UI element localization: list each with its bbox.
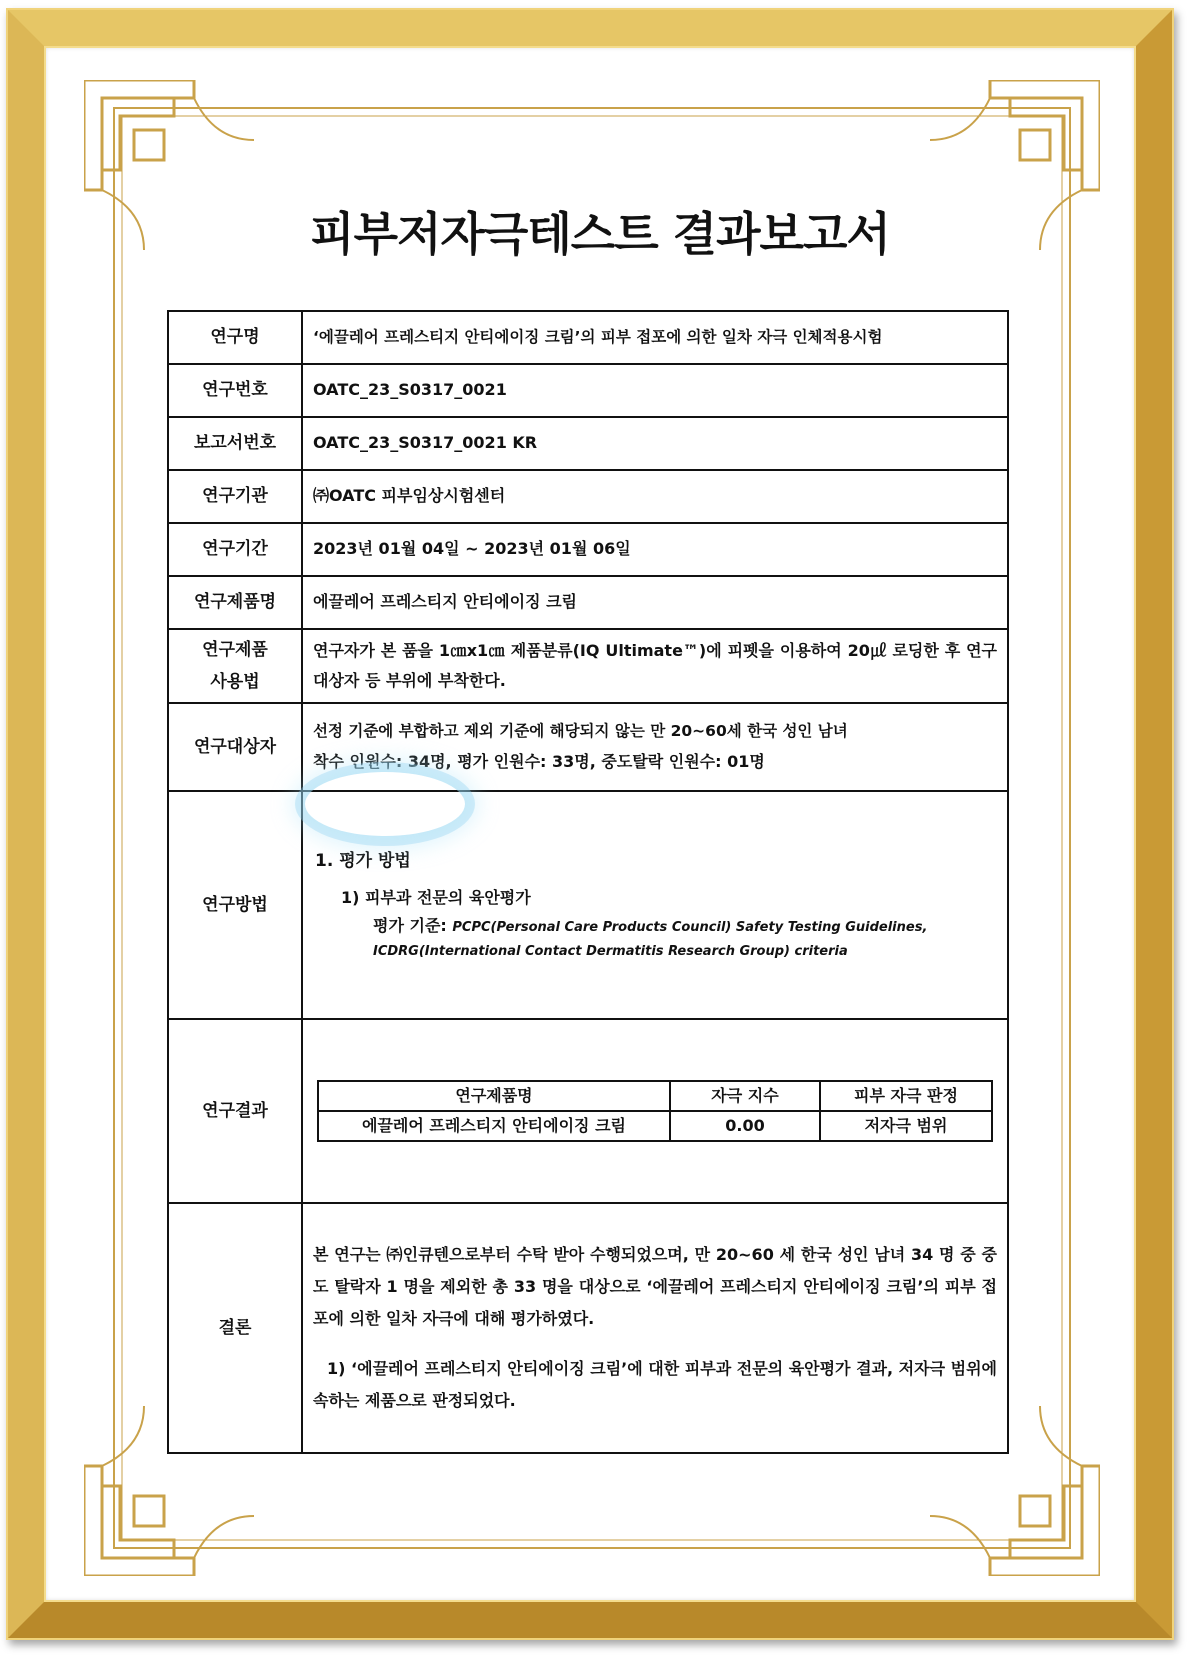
value-institution: ㈜OATC 피부임상시험센터 (302, 470, 1008, 523)
row-study-no (168, 364, 1008, 417)
row-subjects (168, 703, 1008, 791)
method-subheading: 1) 피부과 전문의 육안평가 (341, 887, 531, 907)
value-study-name: ‘에끌레어 프레스티지 안티에이징 크림’의 피부 접포에 의한 일차 자극 인체적용시험 (302, 311, 1008, 364)
subjects-criteria: 선정 기준에 부합하고 제외 기준에 해당되지 않는 만 20~60세 한국 성인 남녀 (313, 722, 848, 741)
row-method (168, 791, 1008, 1019)
result-header-row (318, 1081, 992, 1111)
method-heading: 1. 평가 방법 (315, 850, 411, 871)
row-report-no (168, 417, 1008, 470)
label-study-no: 연구번호 (168, 364, 302, 417)
value-subjects (302, 703, 1008, 791)
label-report-no: 보고서번호 (168, 417, 302, 470)
label-institution: 연구기관 (168, 470, 302, 523)
label-usage (168, 629, 302, 703)
value-method (302, 791, 1008, 1019)
label-conclusion: 결론 (168, 1203, 302, 1453)
label-result: 연구결과 (168, 1019, 302, 1203)
result-table (317, 1080, 993, 1142)
result-header-index: 자극 지수 (670, 1081, 820, 1111)
method-criteria (373, 914, 997, 962)
row-institution (168, 470, 1008, 523)
label-study-name: 연구명 (168, 311, 302, 364)
result-cell-product: 에끌레어 프레스티지 안티에이징 크림 (318, 1111, 670, 1141)
row-result (168, 1019, 1008, 1203)
row-study-name (168, 311, 1008, 364)
result-header-judgement: 피부 자극 판정 (820, 1081, 992, 1111)
label-usage-line-1: 연구제품 (202, 639, 268, 660)
label-subjects: 연구대상자 (168, 703, 302, 791)
result-cell-judgement: 저자극 범위 (820, 1111, 992, 1141)
label-product-name: 연구제품명 (168, 576, 302, 629)
label-period: 연구기간 (168, 523, 302, 576)
row-usage (168, 629, 1008, 703)
row-product-name (168, 576, 1008, 629)
conclusion-paragraph-2: 1) ‘에끌레어 프레스티지 안티에이징 크림’에 대한 피부과 전문의 육안평가 결과, 저자극 범위에 속하는 제품으로 판정되었다. (313, 1359, 997, 1410)
row-period (168, 523, 1008, 576)
result-header-product: 연구제품명 (318, 1081, 670, 1111)
value-period: 2023년 01월 04일 ~ 2023년 01월 06일 (302, 523, 1008, 576)
value-product-name: 에끌레어 프레스티지 안티에이징 크림 (302, 576, 1008, 629)
label-usage-line-2: 사용법 (210, 672, 260, 692)
criteria-text: PCPC(Personal Care Products Council) Safety Testing Guidelines, ICDRG(International Contact Dermatitis Research Group) criteria (373, 920, 928, 960)
value-report-no: OATC_23_S0317_0021 KR (302, 417, 1008, 470)
row-conclusion (168, 1203, 1008, 1453)
value-usage: 연구자가 본 품을 1㎝x1㎝ 제품분류(IQ Ultimate™)에 피펫을 이용하여 20㎕ 로딩한 후 연구대상자 등 부위에 부착한다. (302, 629, 1008, 703)
label-method: 연구방법 (168, 791, 302, 1019)
result-cell-index: 0.00 (670, 1111, 820, 1141)
value-study-no: OATC_23_S0317_0021 (302, 364, 1008, 417)
value-conclusion (302, 1203, 1008, 1453)
conclusion-paragraph-1: 본 연구는 ㈜인큐텐으로부터 수탁 받아 수행되었으며, 만 20~60 세 한국 성인 남녀 34 명 중 중도 탈락자 1 명을 제외한 총 33 명을 대상으로 ‘에끌레어 프레스티지 안티에이징 크림’의 피부 접포에 의한 일차 자극에 대해 평가하였다. (313, 1245, 997, 1328)
value-result (302, 1019, 1008, 1203)
criteria-label: 평가 기준: (373, 916, 447, 936)
result-data-row (318, 1111, 992, 1141)
report-table (167, 310, 1009, 1454)
subjects-counts: 착수 인원수: 34명, 평가 인원수: 33명, 중도탈락 인원수: 01명 (313, 751, 765, 771)
report-title: 피부저자극테스트 결과보고서 (310, 207, 890, 261)
